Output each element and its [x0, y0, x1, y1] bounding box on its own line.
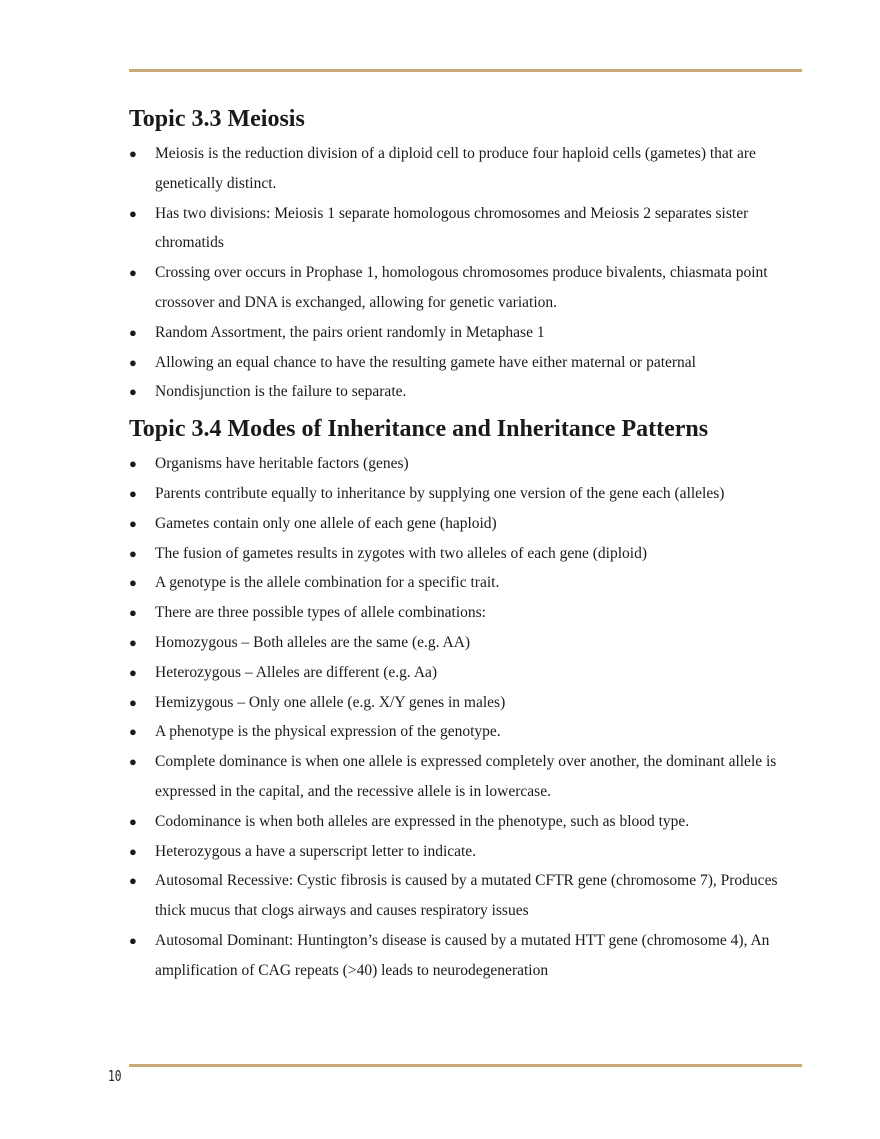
section-heading-meiosis: Topic 3.3 Meiosis: [129, 106, 305, 132]
list-item-text: Hemizygous – Only one allele (e.g. X/Y genes in males): [155, 693, 506, 711]
bullet-list-meiosis: [129, 139, 809, 407]
list-item: [129, 807, 809, 837]
list-item-text: Autosomal Recessive: Cystic fibrosis is caused by a mutated CFTR gene (chromosome 7), Produces thick mucus that clogs airways and causes respiratory issues: [155, 872, 778, 920]
list-item: [129, 926, 809, 986]
list-item: [129, 449, 809, 479]
list-item-text: Random Assortment, the pairs orient randomly in Metaphase 1: [155, 323, 545, 341]
list-item-text: Nondisjunction is the failure to separate.: [155, 383, 407, 401]
list-item: [129, 568, 809, 598]
bullet-icon: ●: [129, 605, 137, 621]
list-item-text: Autosomal Dominant: Huntington’s disease is caused by a mutated HTT gene (chromosome 4), An amplification of CAG repeats (>40) leads to neurodegeneration: [155, 931, 770, 979]
list-item-text: Crossing over occurs in Prophase 1, homologous chromosomes produce bivalents, chiasmata point crossover and DNA is exchanged, allowing for genetic variation.: [155, 264, 768, 311]
list-item: [129, 658, 809, 688]
list-item: [129, 509, 809, 539]
bullet-icon: ●: [129, 205, 137, 221]
bullet-icon: ●: [129, 575, 137, 591]
list-item: [129, 318, 809, 348]
bullet-icon: ●: [129, 485, 137, 501]
list-item: [129, 539, 809, 569]
bullet-icon: ●: [129, 384, 137, 400]
bullet-icon: ●: [129, 515, 137, 531]
bullet-icon: ●: [129, 324, 137, 340]
list-item: [129, 199, 809, 259]
list-item-text: Heterozygous a have a superscript letter to indicate.: [155, 842, 477, 860]
list-item-text: Meiosis is the reduction division of a diploid cell to produce four haploid cells (gametes) that are genetically distinct.: [155, 145, 756, 192]
bottom-divider: [129, 1064, 802, 1067]
top-divider: [129, 69, 802, 72]
list-item: [129, 258, 809, 318]
bullet-icon: ●: [129, 813, 137, 829]
list-item-text: Has two divisions: Meiosis 1 separate homologous chromosomes and Meiosis 2 separates sister chromatids: [155, 204, 749, 252]
page-number: 10: [108, 1067, 122, 1085]
bullet-icon: ●: [129, 265, 137, 281]
list-item-text: A phenotype is the physical expression of the genotype.: [155, 723, 501, 741]
list-item-text: Organisms have heritable factors (genes): [155, 455, 409, 473]
list-item-text: Allowing an equal chance to have the resulting gamete have either maternal or paternal: [155, 353, 696, 371]
page-content: [129, 101, 809, 990]
bullet-icon: ●: [129, 754, 137, 770]
list-item-text: Parents contribute equally to inheritance by supplying one version of the gene each (alleles): [155, 484, 725, 502]
list-item-text: The fusion of gametes results in zygotes with two alleles of each gene (diploid): [155, 544, 647, 562]
list-item: [129, 747, 809, 807]
bullet-icon: ●: [129, 694, 137, 710]
list-item: [129, 688, 809, 718]
bullet-icon: ●: [129, 873, 137, 889]
list-item-text: Gametes contain only one allele of each gene (haploid): [155, 514, 497, 532]
bullet-icon: ●: [129, 932, 137, 948]
bullet-icon: ●: [129, 724, 137, 740]
list-item-text: Homozygous – Both alleles are the same (e.g. AA): [155, 633, 471, 651]
list-item-text: Codominance is when both alleles are expressed in the phenotype, such as blood type.: [155, 812, 690, 830]
list-item-text: A genotype is the allele combination for a specific trait.: [155, 574, 500, 592]
list-item-text: Heterozygous – Alleles are different (e.g. Aa): [155, 663, 438, 681]
bullet-icon: ●: [129, 634, 137, 650]
list-item: [129, 866, 809, 926]
list-item-text: Complete dominance is when one allele is expressed completely over another, the dominant allele is expressed in the capital, and the recessive allele is in lowercase.: [155, 753, 777, 800]
list-item: [129, 377, 809, 407]
list-item: [129, 479, 809, 509]
bullet-icon: ●: [129, 456, 137, 472]
bullet-icon: ●: [129, 146, 137, 161]
list-item: [129, 628, 809, 658]
bullet-list-inheritance: [129, 449, 809, 985]
bullet-icon: ●: [129, 354, 137, 370]
list-item: [129, 717, 809, 747]
list-item: [129, 837, 809, 867]
list-item: [129, 598, 809, 628]
bullet-icon: ●: [129, 843, 137, 859]
section-heading-inheritance: Topic 3.4 Modes of Inheritance and Inheritance Patterns: [129, 416, 709, 443]
bullet-icon: ●: [129, 664, 137, 680]
bullet-icon: ●: [129, 545, 137, 561]
list-item: [129, 348, 809, 378]
list-item: [129, 139, 809, 199]
list-item-text: There are three possible types of allele combinations:: [155, 604, 486, 622]
